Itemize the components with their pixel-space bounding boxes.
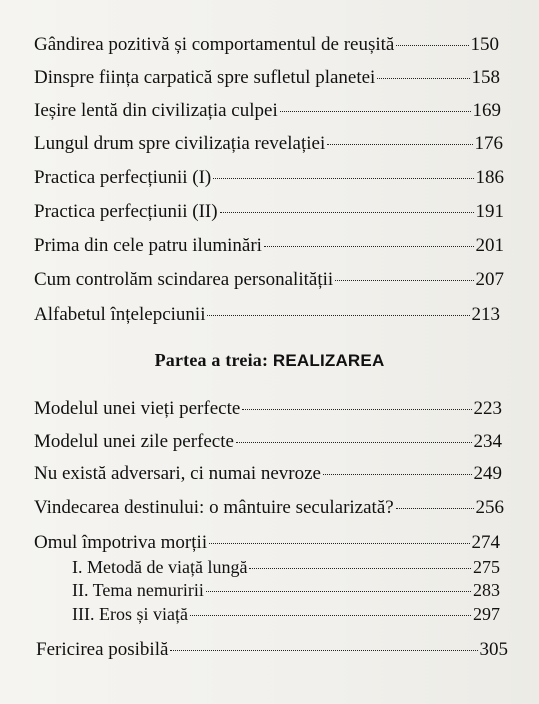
toc-subentry-title: II. Tema nemuririi xyxy=(72,580,204,600)
toc-entry-page: 274 xyxy=(471,532,500,553)
dot-leader xyxy=(280,110,471,112)
toc-entry xyxy=(34,67,500,89)
toc-entry-page: 150 xyxy=(470,34,499,55)
dot-leader xyxy=(190,614,471,616)
toc-entry-title: Nu există adversari, ci numai nevroze xyxy=(34,463,321,484)
toc-entry-page: 201 xyxy=(475,235,504,256)
dot-leader xyxy=(249,567,471,569)
toc-entry-page: 256 xyxy=(475,497,504,518)
toc-entry-title: Lungul drum spre civilizația revelației xyxy=(34,133,326,154)
toc-entry-title: Alfabetul înțelepciunii xyxy=(34,304,206,325)
toc-entry-title: Fericirea posibilă xyxy=(36,639,169,660)
toc-entry xyxy=(34,463,502,485)
toc-entry-title: Ieșire lentă din civilizația culpei xyxy=(34,100,278,121)
toc-entry-page: 169 xyxy=(472,100,501,121)
dot-leader xyxy=(206,590,471,592)
toc-entry-title: Dinspre ființa carpatică spre sufletul planetei xyxy=(34,67,376,88)
toc-entry xyxy=(34,497,504,519)
toc-entry-page: 176 xyxy=(474,133,503,154)
toc-entry xyxy=(34,532,500,554)
toc-entry xyxy=(36,639,508,661)
toc-entry xyxy=(34,431,502,453)
toc-entry-page: 191 xyxy=(475,201,504,222)
dot-leader xyxy=(396,44,468,46)
dot-leader xyxy=(236,441,472,443)
toc-subentry xyxy=(72,579,500,601)
dot-leader xyxy=(323,473,472,475)
toc-subentry-page: 297 xyxy=(473,604,500,624)
toc-subentry-title: I. Metodă de viață lungă xyxy=(72,557,248,577)
toc-entry xyxy=(34,34,499,56)
toc-entry-page: 186 xyxy=(475,167,504,188)
toc-subentry xyxy=(72,603,500,625)
toc-subentry-page: 275 xyxy=(473,557,500,577)
toc-entry-page: 249 xyxy=(473,463,502,484)
dot-leader xyxy=(327,143,472,145)
toc-entry-title: Modelul unei vieți perfecte xyxy=(34,398,241,419)
toc-entry xyxy=(34,201,504,223)
toc-entry xyxy=(34,100,501,122)
toc-subentry-title: III. Eros și viață xyxy=(72,604,188,624)
toc-entry-page: 213 xyxy=(471,304,500,325)
toc-subentry xyxy=(72,556,500,578)
toc-entry xyxy=(34,398,502,420)
toc-entry-title: Gândirea pozitivă și comportamentul de reușită xyxy=(34,34,395,55)
dot-leader xyxy=(207,314,469,316)
toc-entry-title: Prima din cele patru iluminări xyxy=(34,235,262,256)
toc-entry-title: Practica perfecțiunii (I) xyxy=(34,167,212,188)
dot-leader xyxy=(220,211,474,213)
dot-leader xyxy=(213,177,473,179)
dot-leader xyxy=(377,77,469,79)
dot-leader xyxy=(396,507,474,509)
section-heading xyxy=(0,350,539,371)
toc-entry-page: 207 xyxy=(475,269,504,290)
toc-entry xyxy=(34,167,504,189)
dot-leader xyxy=(170,649,477,651)
toc-entry xyxy=(34,235,504,257)
toc-entry xyxy=(34,304,500,326)
dot-leader xyxy=(264,245,474,247)
toc-entry-title: Cum controlăm scindarea personalității xyxy=(34,269,334,290)
toc-entry-title: Omul împotriva morții xyxy=(34,532,208,553)
section-name: REALIZAREA xyxy=(272,351,385,370)
dot-leader xyxy=(335,279,473,281)
section-prefix: Partea a treia: xyxy=(154,350,273,370)
toc-entry-title: Practica perfecțiunii (II) xyxy=(34,201,218,222)
toc-entry-page: 223 xyxy=(473,398,502,419)
toc-entry xyxy=(34,269,504,291)
toc-entry-page: 158 xyxy=(471,67,500,88)
toc-entry-page: 234 xyxy=(473,431,502,452)
dot-leader xyxy=(209,542,469,544)
dot-leader xyxy=(242,408,471,410)
toc-entry xyxy=(34,133,503,155)
toc-entry-page: 305 xyxy=(479,639,508,660)
toc-entry-title: Modelul unei zile perfecte xyxy=(34,431,234,452)
toc-entry-title: Vindecarea destinului: o mântuire secularizată? xyxy=(34,497,394,518)
toc-subentry-page: 283 xyxy=(473,580,500,600)
